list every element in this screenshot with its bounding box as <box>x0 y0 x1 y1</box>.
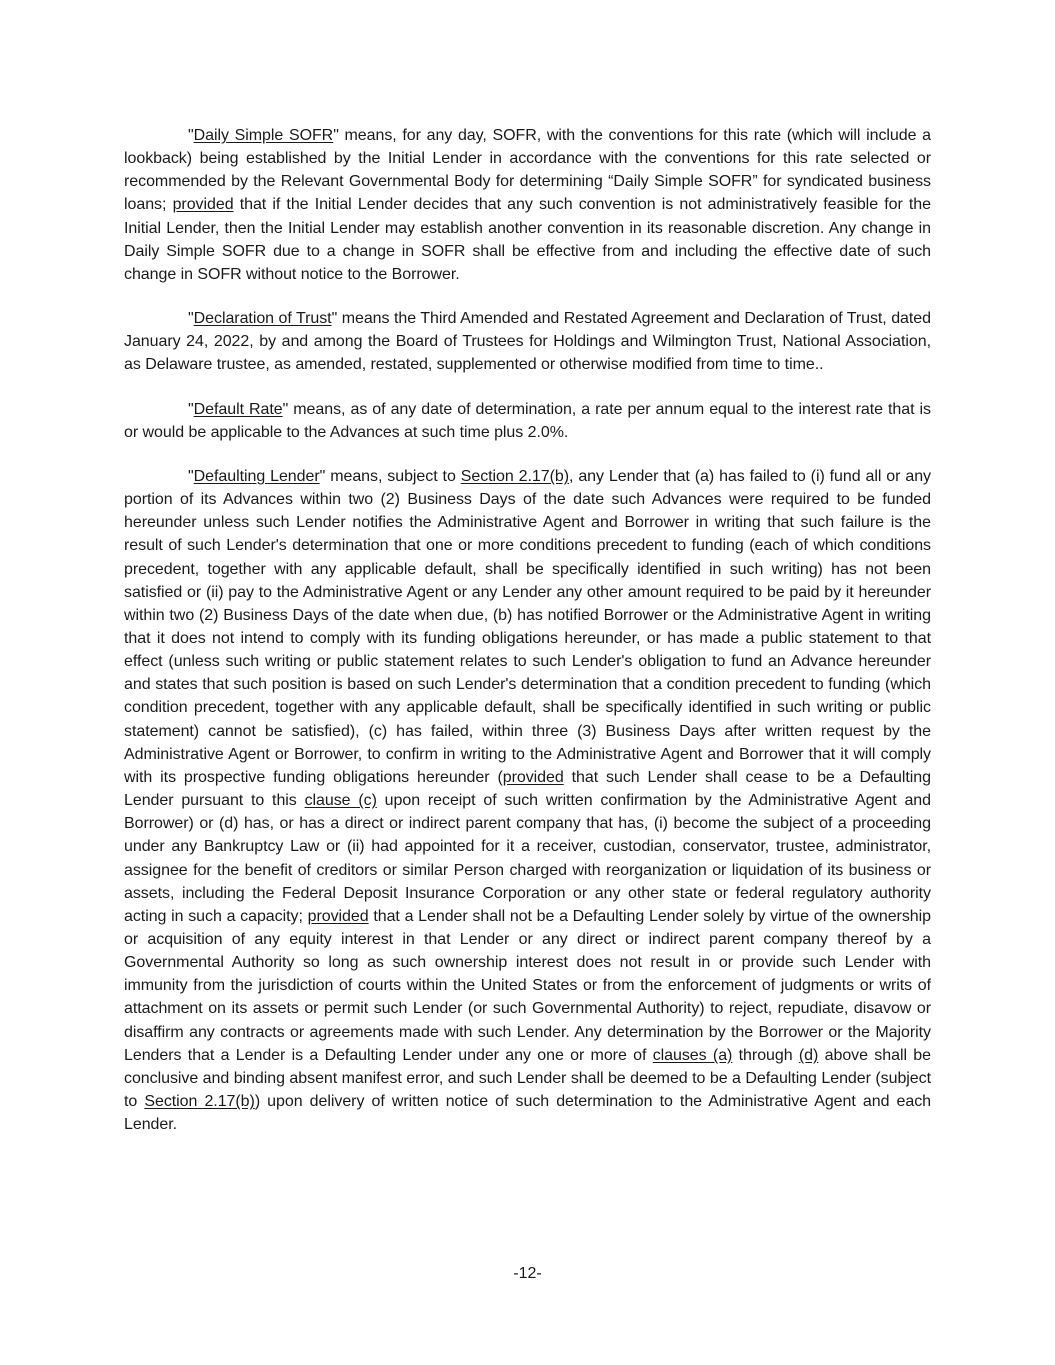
definition-text: " means, subject to <box>319 467 461 485</box>
page-number: -12- <box>513 1265 542 1282</box>
definition-text: " <box>188 310 194 328</box>
definition-text: " means, as of any date of determination, a rate per annum equal to the interest rate that is or would be applicable to the Advances at such time plus 2.0%. <box>124 400 931 441</box>
defined-term: Section 2.17(b) <box>460 467 570 485</box>
definition-text: " <box>188 400 194 418</box>
defined-term: Declaration of Trust <box>193 310 332 328</box>
definition-text: that a Lender shall not be a Defaulting Lender solely by virtue of the ownership or acquisition of any equity interest in that Lender or any direct or indirect parent company thereof by a Governmental Authority so long as such ownership interest does not result in or provide such Lender with immunity from the jurisdiction of courts within the United States or from the enforcement of judgments or writs of attachment on its assets or permit such Lender (or such Governmental Authority) to reject, repudiate, disavow or disaffirm any contracts or agreements made with such Lender. Any determination by the Borrower or the Majority Lenders that a Lender is a Defaulting Lender under any one or more of <box>124 907 931 1064</box>
definition-text: " means, for any day, SOFR, with the conventions for this rate (which will include a lookback) being established by the Initial Lender in accordance with the conventions for this rate selected or recommended by the Relevant Governmental Body for determining “Daily Simple SOFR” for syndicated business loans; <box>124 127 931 214</box>
definition-declaration-of-trust <box>124 307 931 376</box>
defined-term: provided <box>502 768 564 786</box>
definition-daily-simple-sofr <box>124 124 931 286</box>
definition-text: upon receipt of such written confirmation by the Administrative Agent and Borrower) or (d) has, or has a direct or indirect parent company that has, (i) become the subject of a proceeding under any Bankruptcy Law or (ii) had appointed for it a receiver, custodian, conservator, trustee, administrator, assignee for the benefit of creditors or similar Person charged with reorganization or liquidation of its business or assets, including the Federal Deposit Insurance Corporation or any other state or federal regulatory authority acting in such a capacity; <box>124 792 932 925</box>
definition-text: through <box>732 1046 799 1064</box>
definition-default-rate <box>124 398 931 444</box>
defined-term: Section 2.17(b) <box>144 1093 255 1111</box>
defined-term: provided <box>307 907 369 925</box>
defined-term: clause (c) <box>304 792 377 810</box>
defined-term: Default Rate <box>193 400 283 418</box>
defined-term: (d) <box>798 1046 819 1064</box>
defined-term: Defaulting Lender <box>193 467 320 485</box>
definition-text: " <box>188 127 194 144</box>
defined-term: clauses (a) <box>652 1046 733 1064</box>
defined-term: provided <box>172 196 234 214</box>
definition-text: " means the Third Amended and Restated Agreement and Declaration of Trust, dated January 24, 2022, by and among the Board of Trustees for Holdings and Wilmington Trust, National Association, as Delaware trustee, as amended, restated, supplemented or otherwise modified from time to time.. <box>124 310 931 374</box>
defined-term: Daily Simple SOFR <box>193 127 334 144</box>
definition-text: ) upon delivery of written notice of such determination to the Administrative Agent and each Lender. <box>124 1093 932 1134</box>
definition-text: that if the Initial Lender decides that any such convention is not administratively feasible for the Initial Lender, then the Initial Lender may establish another convention in its reasonable discretion. Any change in Daily Simple SOFR due to a change in SOFR shall be effective from and including the effective date of such change in SOFR without notice to the Borrower. <box>124 196 931 283</box>
document-body <box>124 124 931 1157</box>
definition-text: " <box>188 467 194 485</box>
definition-text: above shall be conclusive and binding absent manifest error, and such Lender shall be deemed to be a Defaulting Lender (subject to <box>124 1046 931 1111</box>
definition-defaulting-lender <box>124 465 931 1137</box>
definition-text: that such Lender shall cease to be a Defaulting Lender pursuant to this <box>124 768 931 810</box>
definition-text: , any Lender that (a) has failed to (i) fund all or any portion of its Advances within two (2) Business Days of the date such Advances were required to be funded hereunder unless such Lender notifies the Administrative Agent and Borrower in writing that such failure is the result of such Lender's determination that one or more conditions precedent to funding (each of which conditions precedent, together with any applicable default, shall be specifically identified in such writing) has not been satisfied or (ii) pay to the Administrative Agent or any Lender any other amount required to be paid by it hereunder within two (2) Business Days of the date when due, (b) has notified Borrower or the Administrative Agent in writing that it does not intend to comply with its funding obligations hereunder, or has made a public statement to that effect (unless such writing or public statement relates to such Lender's obligation to fund an Advance hereunder and states that such position is based on such Lender's determination that a condition precedent to funding (which condition precedent, together with any applicable default, shall be specifically identified in such writing or public statement) cannot be satisfied), (c) has failed, within three (3) Business Days after written request by the Administrative Agent or Borrower, to confirm in writing to the Administrative Agent and Borrower that it will comply with its prospective funding obligations hereunder ( <box>124 467 931 786</box>
